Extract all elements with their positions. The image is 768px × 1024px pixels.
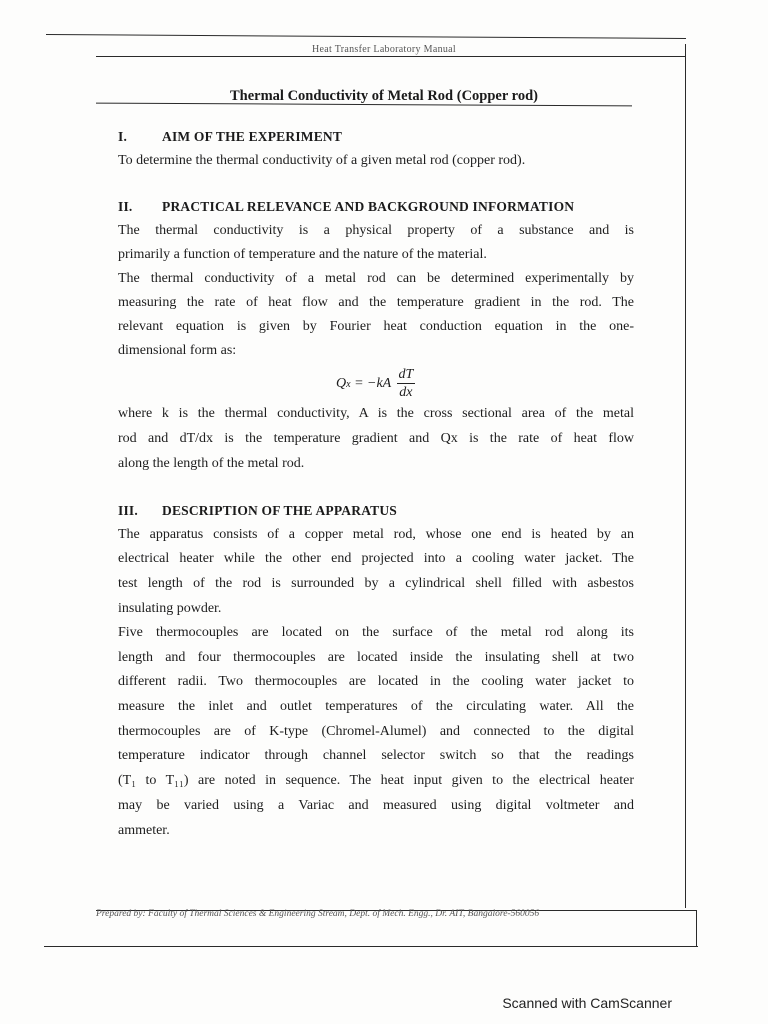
section3-line: may be varied using a Variac and measured using digital voltmeter and — [118, 798, 634, 813]
section2-line: along the length of the metal rod. — [118, 456, 305, 471]
header-rule — [96, 56, 686, 57]
section3-line: insulating powder. — [118, 601, 222, 616]
equation-numerator: dT — [398, 367, 414, 382]
section2-line: measuring the rate of heat flow and the temperature gradient in the rod. The — [118, 295, 634, 310]
right-border — [685, 44, 686, 908]
page-title: Thermal Conductivity of Metal Rod (Copper rod) — [230, 88, 538, 104]
section3-line: Five thermocouples are located on the surface of the metal rod along its — [118, 625, 634, 640]
equation-lhs-subscript: x — [346, 378, 351, 390]
section3-line: measure the inlet and outlet temperatures of the circulating water. All the — [118, 699, 634, 714]
section2-heading: PRACTICAL RELEVANCE AND BACKGROUND INFORMATION — [162, 199, 575, 214]
equation-lhs: Q — [336, 376, 347, 391]
section2-line: The thermal conductivity is a physical property of a substance and is — [118, 223, 634, 238]
equation-rhs: = −kA — [350, 376, 395, 391]
section3-line: (T₁ to T₁₁) are noted in sequence. The heat input given to the electrical heater — [118, 773, 634, 788]
section1-heading: AIM OF THE EXPERIMENT — [162, 129, 343, 144]
section3-line: thermocouples are of K-type (Chromel-Alumel) and connected to the digital — [118, 724, 634, 739]
section3-heading: DESCRIPTION OF THE APPARATUS — [162, 503, 398, 518]
section2-line: where k is the thermal conductivity, A is the cross sectional area of the metal — [118, 406, 634, 421]
equation-fraction — [397, 367, 416, 401]
section2-line: rod and dT/dx is the temperature gradient and Qx is the rate of heat flow — [118, 431, 634, 446]
section3-line: ammeter. — [118, 823, 170, 838]
footer-prepared-by: Prepared by: Faculty of Thermal Sciences & Engineering Stream, Dept. of Mech. Engg., Dr. AIT, Bangalore-560056 — [96, 909, 540, 919]
section3-number: III. — [118, 503, 138, 518]
section3-line: test length of the rod is surrounded by a cylindrical shell filled with asbestos — [118, 576, 634, 591]
top-rule — [46, 34, 686, 39]
camscanner-watermark: Scanned with CamScanner — [502, 995, 672, 1011]
section2-line: primarily a function of temperature and the nature of the material. — [118, 247, 487, 262]
equation-denominator: dx — [399, 385, 413, 400]
fourier-equation — [336, 364, 415, 404]
section1-line: To determine the thermal conductivity of a given metal rod (copper rod). — [118, 153, 526, 168]
section3-line: electrical heater while the other end projected into a cooling water jacket. The — [118, 551, 634, 566]
section2-line: dimensional form as: — [118, 343, 237, 358]
section3-line: temperature indicator through channel selector switch so that the readings — [118, 748, 634, 763]
section1-number: I. — [118, 129, 128, 144]
bottom-border-right — [696, 910, 697, 946]
section3-line: different radii. Two thermocouples are located in the cooling water jacket to — [118, 674, 634, 689]
section2-line: relevant equation is given by Fourier heat conduction equation in the one- — [118, 319, 634, 334]
bottom-rule — [44, 946, 698, 947]
section3-line: The apparatus consists of a copper metal rod, whose one end is heated by an — [118, 527, 634, 542]
section2-line: The thermal conductivity of a metal rod can be determined experimentally by — [118, 271, 634, 286]
section2-number: II. — [118, 199, 133, 214]
section3-line: length and four thermocouples are located inside the insulating shell at two — [118, 650, 634, 665]
manual-header: Heat Transfer Laboratory Manual — [312, 44, 456, 55]
